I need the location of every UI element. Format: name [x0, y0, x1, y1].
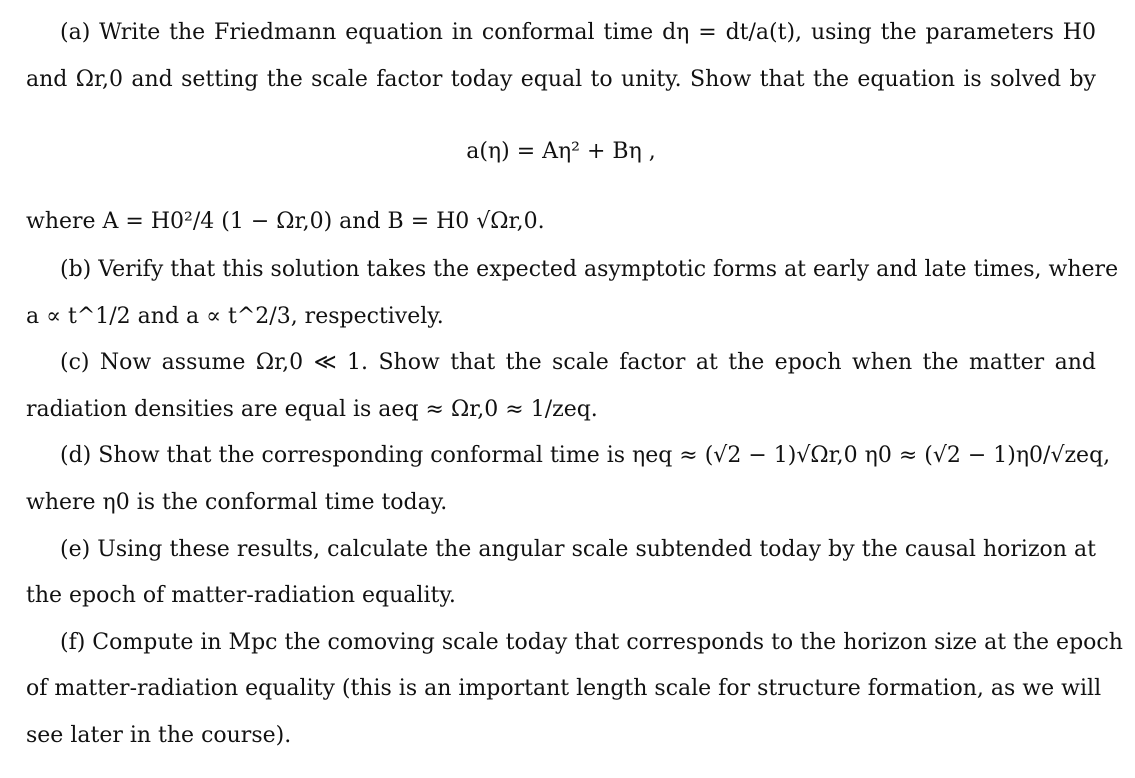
part-d-line-2: where η0 is the conformal time today. — [26, 490, 448, 515]
part-c-line-2: radiation densities are equal is aeq ≈ Ωr,0 ≈ 1/zeq. — [26, 397, 598, 422]
part-b-line-2: a ∝ t^1/2 and a ∝ t^2/3, respectively. — [26, 304, 444, 329]
display-equation: a(η) = Aη² + Bη , — [466, 139, 656, 164]
part-f-line-2: of matter-radiation equality (this is an important length scale for structure formation, as we will — [26, 676, 1102, 701]
part-f-line-1: (f) Compute in Mpc the comoving scale today that corresponds to the horizon size at the epoch — [60, 630, 1123, 655]
part-e-line-2: the epoch of matter-radiation equality. — [26, 583, 456, 608]
part-a-line-2: and Ωr,0 and setting the scale factor today equal to unity. Show that the equation is solved by — [26, 67, 1096, 92]
part-b-line-1: (b) Verify that this solution takes the expected asymptotic forms at early and late times, where — [60, 257, 1119, 282]
part-a-line-1: (a) Write the Friedmann equation in conformal time dη = dt/a(t), using the parameters H0 — [60, 20, 1096, 45]
part-e-line-1: (e) Using these results, calculate the angular scale subtended today by the causal horizon at — [60, 537, 1096, 562]
part-c-line-1: (c) Now assume Ωr,0 ≪ 1. Show that the scale factor at the epoch when the matter and — [60, 350, 1096, 375]
part-d-line-1: (d) Show that the corresponding conformal time is ηeq ≈ (√2 − 1)√Ωr,0 η0 ≈ (√2 − 1)η0/√zeq, — [60, 443, 1111, 468]
part-a-line-3: where A = H0²/4 (1 − Ωr,0) and B = H0 √Ωr,0. — [26, 209, 545, 234]
part-f-line-3: see later in the course). — [26, 723, 292, 748]
